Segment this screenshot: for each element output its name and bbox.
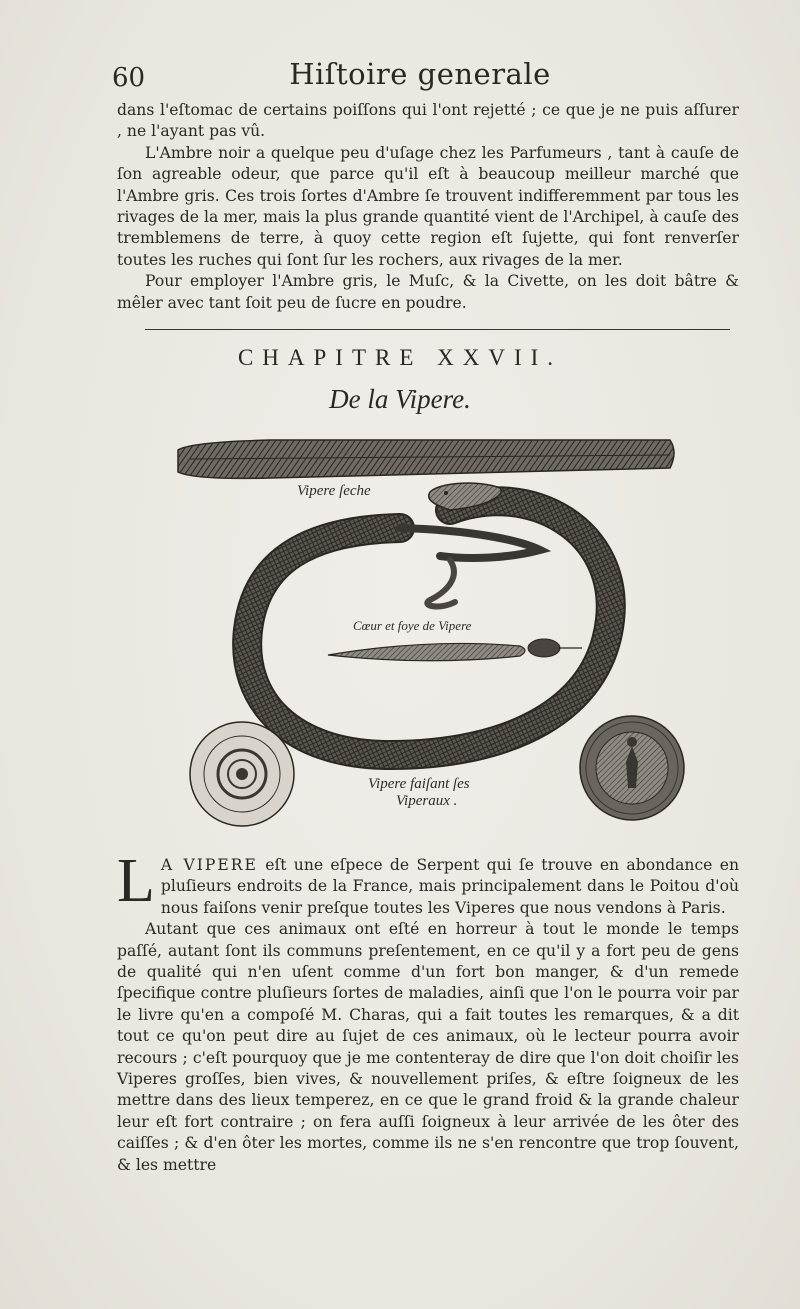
engraving-plate: [150, 410, 750, 840]
paragraph: [117, 847, 739, 919]
paragraph: Pour employer l'Ambre gris, le Muſc, & la Civette, on les doit bâtre & mêler avec tant ſoit peu de ſucre en poudre.: [117, 272, 739, 312]
top-text-block: [117, 100, 739, 314]
paragraph: L'Ambre noir a quelque peu d'uſage chez les Parfumeurs , tant à cauſe de ſon agreable odeur, que parce qu'il eſt à beaucoup meilleur marché que l'Ambre gris. Ces trois ſortes d'Ambre ſe trouvent indifferemment par tous les rivages de la mer, mais la plus grande quantité vient de l'Archipel, à cauſe des tremblemens de terre, à quoy cette region eſt ſujette, qui font renverſer toutes les ruches qui ſont ſur les rochers, aux rivages de la mer.: [117, 143, 739, 269]
chapter-title: CHAPITRE XXVII.: [237, 345, 563, 370]
chapter-subtitle: De la Vipere.: [329, 384, 471, 414]
left-seal: [190, 722, 294, 826]
running-title: Hiſtoire generale: [289, 57, 551, 91]
right-medallion: [580, 716, 684, 820]
caption-line: Viperaux .: [396, 793, 458, 809]
paragraph: Autant que ces animaux ont eſté en horreur à tout le monde le temps paſſé, autant ſont ils communs preſentement, en ce qu'il y a fort peu de gens de qualité qui n'en uſent comme d'un fort bon manger, & d'un remede ſpecifique contre pluſieurs ſortes de maladies, ainſi que l'on le pourra voir par le livre qu'en a compoſé M. Charas, qui a fait toutes les remarques, & a dit tout ce qu'on peut dire au ſujet de ces animaux, où le lecteur pourra avoir recours ; c'eſt pourquoy que je me contenteray de dire que l'on doit choiſir les Viperes groſſes, bien vives, & nouvellement priſes, & eſtre ſoigneux de les mettre dans des lieux temperez, en ce que le grand froid & la grande chaleur leur eſt fort contraire ; on fera auſſi ſoigneux à leur arrivée de les ôter des caiſſes ; & d'en ôter les mortes, comme ils ne s'en rencontre que trop ſouvent, & les mettre: [117, 920, 739, 1174]
body-text-block: [117, 847, 739, 1176]
caption-birthing-viper: [368, 776, 470, 810]
paragraph: dans l'eſtomac de certains poiſſons qui l'ont rejetté ; ce que je ne puis aſſurer , ne l'ayant pas vû.: [117, 101, 739, 141]
caption-dried-viper: Vipere ſeche: [297, 483, 371, 499]
caption-line: Vipere faiſant ſes: [368, 776, 470, 792]
caption-heart-liver: Cœur et foye de Vipere: [353, 618, 472, 633]
page-header: [110, 55, 730, 95]
heart-and-liver: [328, 639, 582, 661]
paragraph-text: eſt une eſpece de Serpent qui ſe trouve en abondance en pluſieurs endroits de la France, mais principalement dans le Poitou d'où nous faiſons venir preſque toutes les Viperes que nous vendons à Paris.: [160, 856, 739, 917]
section-divider: [145, 329, 730, 330]
dried-viper: [178, 440, 674, 478]
page-number: 60: [112, 63, 146, 93]
lead-word: A VIPERE: [160, 856, 258, 874]
drop-cap: L: [117, 847, 155, 915]
